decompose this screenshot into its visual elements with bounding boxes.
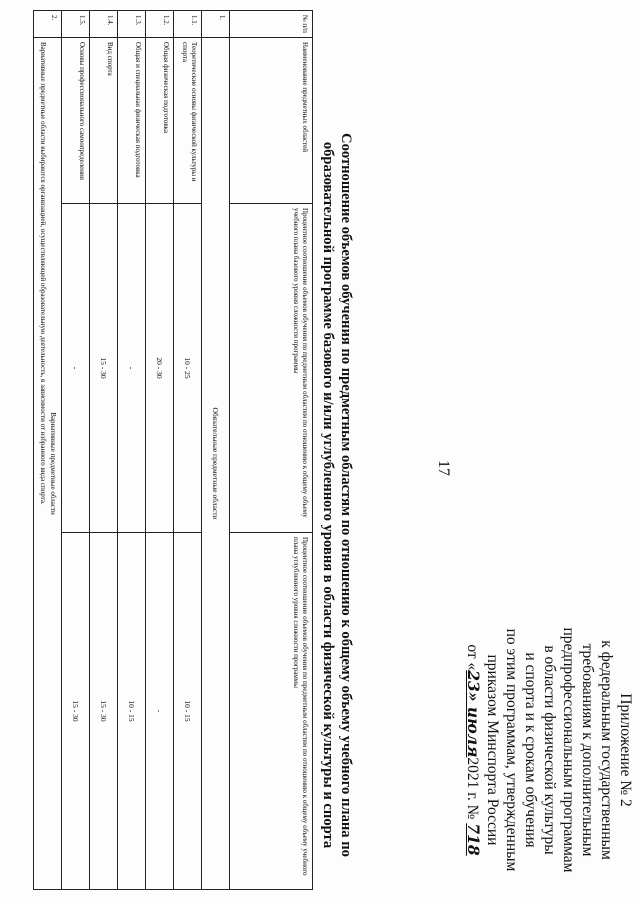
row-num: 1.1. [174,11,202,38]
section-num: 2. [34,11,62,38]
title-line-1: Соотношение объемов обучения по предметным областям по отношению к общему объему учебного плана по [338,133,354,857]
row-advanced-value: - [146,533,174,890]
approval-line: предпрофессиональным программам [560,627,577,873]
table-header-row [230,11,313,890]
table-row [118,11,146,890]
header-advanced: Процентное соотношение объемов обучения по предметным областям по отношению к общему объему учебного плана углубленного уровня сложности программы [230,533,313,890]
row-num: 1.3. [118,11,146,38]
row-name: Общая физическая подготовка [146,38,174,204]
table-row [90,11,118,890]
approval-block [463,600,635,900]
row-base-value: 15 - 30 [90,204,118,533]
order-prefix: от « [464,644,481,671]
approval-line: требованиям к дополнительным [579,643,596,857]
header-base: Процентное соотношение объемов обучения по предметным областям по отношению к общему объему учебного плана базового уровня сложности программы [230,204,313,533]
row-advanced-value: 15 - 30 [62,533,90,890]
row-advanced-value: 10 - 15 [118,533,146,890]
row-base-value: - [118,204,146,533]
approval-line: к федеральным государственным [598,640,615,860]
approval-line: по этим программам, утвержденным [503,628,520,872]
approval-line: Приложение № 2 [617,693,634,807]
order-month: » июля [464,691,483,758]
table-row [62,11,90,890]
row-num: 1.2. [146,11,174,38]
section-label: Вариативные предметные области [49,412,57,515]
subject-areas-table [33,10,313,890]
row-base-value: - [62,204,90,533]
header-num: № п/п [230,11,313,38]
order-year: 2021 г. № [464,757,481,824]
document-title [319,95,355,895]
row-base-value: 20 - 30 [146,204,174,533]
row-name: Вид спорта [90,38,118,204]
row-base-value: 10 - 25 [174,204,202,533]
row-advanced-value: 10 - 15 [174,533,202,890]
row-num: 1.5. [62,11,90,38]
table-row [146,11,174,890]
section-num: 1. [202,11,230,38]
approval-line: в области физической культуры [541,645,558,855]
section-row-variable [34,11,62,890]
approval-line: и спорта и к срокам обучения [522,652,539,848]
order-number: 718 [464,823,483,856]
row-name: Основы профессионального самоопределения [62,38,90,204]
row-num: 1.4. [90,11,118,38]
variable-section-note: Вариативные предметные области выбираются организацией, осуществляющей образовательную деятельность, в зависимости от избранного вида спорта. [39,42,47,505]
order-date-line [463,600,483,900]
title-line-2: образовательной программе базового и/или углубленного уровня в области физической культуры и спорта [320,141,336,849]
row-name: Общая и специальная физическая подготовка [118,38,146,204]
approval-line: приказом Минспорта России [484,654,501,846]
row-name: Теоретические основы физической культуры и спорта [174,38,202,204]
row-advanced-value: 15 - 30 [90,533,118,890]
variable-section-cell [34,38,62,890]
order-day: 23 [464,670,483,692]
header-name: Наименование предметных областей [230,38,313,204]
page-number: 17 [435,460,452,476]
section-label: Обязательные предметные области [202,38,230,890]
table-row [174,11,202,890]
section-row-mandatory [202,11,230,890]
